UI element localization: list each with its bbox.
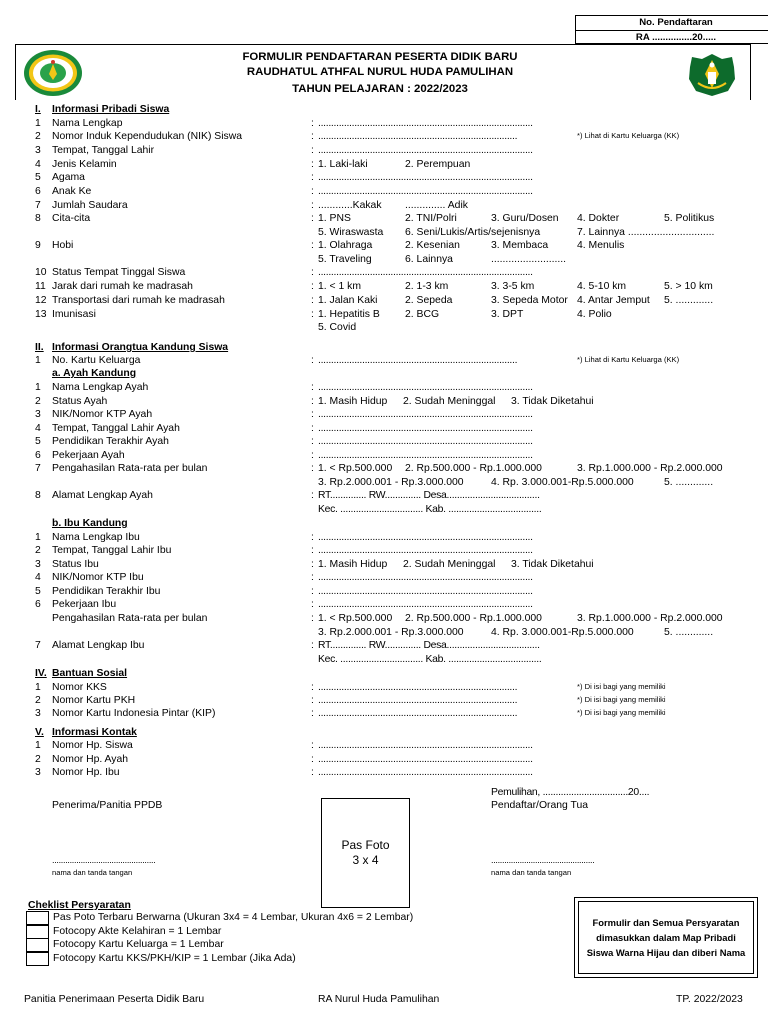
contact-row-2-label: Nomor Hp. Ayah: [52, 754, 129, 765]
contact-row-3-label: Nomor Hp. Ibu: [52, 767, 120, 778]
receiver-signature-caption: nama dan tanda tangan: [52, 868, 133, 877]
transport-option-3[interactable]: 3. Sepeda Motor: [491, 295, 568, 306]
father-row-2-label: Status Ayah: [52, 396, 108, 407]
checklist-checkbox-3[interactable]: [26, 938, 49, 952]
birth-place-date-field[interactable]: ...................................................................................: [318, 145, 533, 156]
personal-row-7-colon: :: [311, 200, 314, 211]
hobby-option-1[interactable]: 1. Olahraga: [318, 240, 373, 251]
goal-option-7[interactable]: 6. Seni/Lukis/Artis/sejenisnya: [405, 227, 541, 238]
father-row-1-label: Nama Lengkap Ayah: [52, 382, 149, 393]
transport-option-1[interactable]: 1. Jalan Kaki: [318, 295, 378, 306]
personal-row-3-colon: :: [311, 145, 314, 156]
mother-income-4[interactable]: 3. Rp.2.000.001 - Rp.3.000.000: [318, 627, 464, 638]
personal-row-8-number: 8: [35, 213, 41, 224]
personal-row-10-number: 10: [35, 267, 47, 278]
mother-income-5[interactable]: 4. Rp. 3.000.001-Rp.5.000.000: [491, 627, 634, 638]
father-row-4-colon: :: [311, 423, 314, 434]
personal-row-6-colon: :: [311, 186, 314, 197]
place-date-field[interactable]: Pemulihan, .................................20....: [491, 787, 650, 798]
father-birth-field[interactable]: ...................................................................................: [318, 423, 533, 434]
contact-row-1-label: Nomor Hp. Siswa: [52, 740, 133, 751]
mother-row-6-number: 6: [35, 599, 41, 610]
father-income-4[interactable]: 3. Rp.2.000.001 - Rp.3.000.000: [318, 477, 464, 488]
contact-phone-1-field[interactable]: ...................................................................................: [318, 740, 533, 751]
aid-row-2-number: 2: [35, 695, 41, 706]
checklist-title: Cheklist Persyaratan: [28, 900, 131, 911]
personal-row-5-number: 5: [35, 172, 41, 183]
father-row-1-colon: :: [311, 382, 314, 393]
hobby-option-3[interactable]: 3. Membaca: [491, 240, 549, 251]
footer-committee: Panitia Penerimaan Peserta Didik Baru: [24, 994, 205, 1005]
personal-row-9-colon: :: [311, 240, 314, 251]
siblings-younger[interactable]: .............. Adik: [405, 200, 468, 211]
father-row-5-number: 5: [35, 436, 41, 447]
mother-row-7-label: Pengahasilan Rata-rata per bulan: [52, 613, 208, 624]
mother-status-alive[interactable]: 1. Masih Hidup: [318, 559, 388, 570]
father-subtitle: a. Ayah Kandung: [52, 368, 137, 379]
aid-card-2-field[interactable]: .............................................................................: [318, 695, 518, 706]
mother-occupation-field[interactable]: ...................................................................................: [318, 599, 533, 610]
father-row-8-number: 8: [35, 490, 41, 501]
personal-row-6-label: Anak Ke: [52, 186, 92, 197]
father-address-line2[interactable]: Kec. ................................ Kab. ....................................: [318, 504, 542, 515]
mother-address-line2[interactable]: Kec. ................................ Kab. ....................................: [318, 654, 542, 665]
immunization-option-1[interactable]: 1. Hepatitis B: [318, 309, 380, 320]
residence-status-field[interactable]: ...................................................................................: [318, 267, 533, 278]
contact-phone-2-field[interactable]: ...................................................................................: [318, 754, 533, 765]
contact-row-3-number: 3: [35, 767, 41, 778]
personal-row-4-label: Jenis Kelamin: [52, 159, 117, 170]
kk-number-index: 1: [35, 355, 41, 366]
mother-row-5-number: 5: [35, 586, 41, 597]
personal-row-2-colon: :: [311, 131, 314, 142]
aid-row-2-label: Nomor Kartu PKH: [52, 695, 136, 706]
personal-row-11-label: Jarak dari rumah ke madrasah: [52, 281, 193, 292]
father-row-7-number: 7: [35, 463, 41, 474]
checklist-checkbox-4[interactable]: [26, 952, 49, 966]
father-row-4-number: 4: [35, 423, 41, 434]
aid-row-3-number: 3: [35, 708, 41, 719]
father-income-1[interactable]: 1. < Rp.500.000: [318, 463, 393, 474]
hobby-option-5[interactable]: 5. Traveling: [318, 254, 372, 265]
father-row-6-label: Pekerjaan Ayah: [52, 450, 125, 461]
father-row-1-number: 1: [35, 382, 41, 393]
nik-note: *) Lihat di Kartu Keluarga (KK): [577, 131, 680, 140]
father-address-line1[interactable]: RT.............. RW.............. Desa....................................: [318, 490, 540, 501]
section5-number: V.: [35, 727, 44, 738]
father-status-unknown[interactable]: 3. Tidak Diketahui: [511, 396, 594, 407]
aid-row-1-colon: :: [311, 682, 314, 693]
mother-status-unknown[interactable]: 3. Tidak Diketahui: [511, 559, 594, 570]
mother-row-8-number: 7: [35, 640, 41, 651]
father-nik-field[interactable]: ...................................................................................: [318, 409, 533, 420]
father-row-8-colon: :: [311, 490, 314, 501]
mother-row-3-label: Status Ibu: [52, 559, 99, 570]
personal-row-1-number: 1: [35, 118, 41, 129]
mother-row-3-number: 3: [35, 559, 41, 570]
father-income-5[interactable]: 4. Rp. 3.000.001-Rp.5.000.000: [491, 477, 634, 488]
father-row-6-colon: :: [311, 450, 314, 461]
personal-row-5-colon: :: [311, 172, 314, 183]
father-row-7-colon: :: [311, 463, 314, 474]
section2-title: Informasi Orangtua Kandung Siswa: [52, 342, 229, 353]
father-row-5-colon: :: [311, 436, 314, 447]
distance-option-1[interactable]: 1. < 1 km: [318, 281, 362, 292]
checklist-item-1: Pas Poto Terbaru Berwarna (Ukuran 3x4 = 4 Lembar, Ukuran 4x6 = 2 Lembar): [53, 912, 414, 923]
father-row-5-label: Pendidikan Terakhir Ayah: [52, 436, 169, 447]
personal-row-3-label: Tempat, Tanggal Lahir: [52, 145, 155, 156]
personal-row-13-colon: :: [311, 309, 314, 320]
gender-option-female[interactable]: 2. Perempuan: [405, 159, 471, 170]
registration-number-box: [575, 15, 768, 44]
aid-row-3-label: Nomor Kartu Indonesia Pintar (KIP): [52, 708, 216, 719]
section1-number: I.: [35, 104, 41, 115]
personal-row-1-colon: :: [311, 118, 314, 129]
hobby-option-2[interactable]: 2. Kesenian: [405, 240, 460, 251]
father-income-6[interactable]: 5. .............: [664, 477, 714, 488]
father-row-6-number: 6: [35, 450, 41, 461]
mother-row-3-colon: :: [311, 559, 314, 570]
mother-row-1-number: 1: [35, 532, 41, 543]
school-name: RAUDHATUL ATHFAL NURUL HUDA PAMULIHAN: [246, 66, 514, 78]
personal-row-12-label: Transportasi dari rumah ke madrasah: [52, 295, 225, 306]
father-education-field[interactable]: ...................................................................................: [318, 436, 533, 447]
goal-option-6[interactable]: 5. Wiraswasta: [318, 227, 384, 238]
personal-row-10-colon: :: [311, 267, 314, 278]
mother-education-field[interactable]: ...................................................................................: [318, 586, 533, 597]
mother-address-line1[interactable]: RT.............. RW.............. Desa....................................: [318, 640, 540, 651]
contact-row-3-colon: :: [311, 767, 314, 778]
checklist-item-4: Fotocopy Kartu KKS/PKH/KIP = 1 Lembar (Jika Ada): [53, 953, 296, 964]
section2-number: II.: [35, 342, 44, 353]
mother-row-6-colon: :: [311, 599, 314, 610]
personal-row-8-colon: :: [311, 213, 314, 224]
gender-option-male[interactable]: 1. Laki-laki: [318, 159, 368, 170]
aid-row-3-colon: :: [311, 708, 314, 719]
mother-row-1-colon: :: [311, 532, 314, 543]
kk-number-label: No. Kartu Keluarga: [52, 355, 141, 366]
mother-row-8-colon: :: [311, 640, 314, 651]
footer-year: TP. 2022/2023: [676, 994, 743, 1005]
kk-number-field[interactable]: .............................................................................: [318, 355, 518, 366]
siblings-older[interactable]: ............Kakak: [318, 200, 382, 211]
hobby-option-6[interactable]: 6. Lainnya: [405, 254, 453, 265]
mother-nik-field[interactable]: ...................................................................................: [318, 572, 533, 583]
requirements-notice: Formulir dan Semua Persyaratan dimasukkan dalam Map Pribadi Siswa Warna Hijau dan diberi Nama: [578, 901, 754, 974]
mother-row-4-label: NIK/Nomor KTP Ibu: [52, 572, 144, 583]
father-status-alive[interactable]: 1. Masih Hidup: [318, 396, 388, 407]
aid-row-2-colon: :: [311, 695, 314, 706]
academic-year: TAHUN PELAJARAN : 2022/2023: [292, 83, 468, 95]
contact-row-2-number: 2: [35, 754, 41, 765]
full-name-field[interactable]: ...................................................................................: [318, 118, 533, 129]
mother-row-4-number: 4: [35, 572, 41, 583]
personal-row-4-number: 4: [35, 159, 41, 170]
father-row-2-colon: :: [311, 396, 314, 407]
photo-label: Pas Foto: [341, 838, 390, 852]
personal-row-3-number: 3: [35, 145, 41, 156]
personal-row-7-label: Jumlah Saudara: [52, 200, 128, 211]
registrant-label: Pendaftar/Orang Tua: [491, 800, 589, 811]
aid-card-3-field[interactable]: .............................................................................: [318, 708, 518, 719]
personal-row-1-label: Nama Lengkap: [52, 118, 123, 129]
receiver-label: Penerima/Panitia PPDB: [52, 800, 163, 811]
contact-row-2-colon: :: [311, 754, 314, 765]
father-row-7-label: Pengahasilan Rata-rata per bulan: [52, 463, 208, 474]
mother-row-1-label: Nama Lengkap Ibu: [52, 532, 140, 543]
contact-row-1-colon: :: [311, 740, 314, 751]
personal-row-12-colon: :: [311, 295, 314, 306]
father-income-2[interactable]: 2. Rp.500.000 - Rp.1.000.000: [405, 463, 542, 474]
checklist-checkbox-2[interactable]: [26, 925, 49, 939]
registration-label: No. Pendaftaran: [639, 17, 713, 29]
aid-card-1-field[interactable]: .............................................................................: [318, 682, 518, 693]
personal-row-11-number: 11: [35, 281, 46, 292]
mother-row-7-colon: :: [311, 613, 314, 624]
personal-row-6-number: 6: [35, 186, 41, 197]
transport-option-4[interactable]: 4. Antar Jemput: [577, 295, 650, 306]
registration-value: RA ...............20.....: [576, 30, 768, 44]
goal-option-1[interactable]: 1. PNS: [318, 213, 351, 224]
goal-option-3[interactable]: 3. Guru/Dosen: [491, 213, 559, 224]
registrant-signature-caption: nama dan tanda tangan: [491, 868, 572, 877]
checklist-checkbox-1[interactable]: [26, 911, 49, 925]
personal-row-2-label: Nomor Induk Kependudukan (NIK) Siswa: [52, 131, 243, 142]
father-income-3[interactable]: 3. Rp.1.000.000 - Rp.2.000.000: [577, 463, 723, 474]
transport-option-5[interactable]: 5. .............: [664, 295, 714, 306]
personal-row-8-label: Cita-cita: [52, 213, 91, 224]
aid-note-3: *) Di isi bagi yang memiliki: [577, 708, 666, 717]
father-occupation-field[interactable]: ...................................................................................: [318, 450, 533, 461]
section4-number: IV.: [35, 668, 47, 679]
father-row-3-label: NIK/Nomor KTP Ayah: [52, 409, 153, 420]
father-status-deceased[interactable]: 2. Sudah Meninggal: [403, 396, 496, 407]
religion-field[interactable]: ...................................................................................: [318, 172, 533, 183]
father-row-4-label: Tempat, Tanggal Lahir Ayah: [52, 423, 180, 434]
mother-income-1[interactable]: 1. < Rp.500.000: [318, 613, 393, 624]
checklist-item-2: Fotocopy Akte Kelahiran = 1 Lembar: [53, 926, 222, 937]
hobby-option-4[interactable]: 4. Menulis: [577, 240, 625, 251]
form-title: FORMULIR PENDAFTARAN PESERTA DIDIK BARU: [242, 51, 518, 63]
distance-option-3[interactable]: 3. 3-5 km: [491, 281, 535, 292]
section1-title: Informasi Pribadi Siswa: [52, 104, 170, 115]
personal-row-10-label: Status Tempat Tinggal Siswa: [52, 267, 186, 278]
father-row-3-number: 3: [35, 409, 41, 420]
immunization-option-4[interactable]: 4. Polio: [577, 309, 612, 320]
contact-phone-3-field[interactable]: ...................................................................................: [318, 767, 533, 778]
receiver-signature-line[interactable]: ...............................................: [52, 855, 156, 865]
transport-option-2[interactable]: 2. Sepeda: [405, 295, 453, 306]
mother-income-3[interactable]: 3. Rp.1.000.000 - Rp.2.000.000: [577, 613, 723, 624]
personal-row-12-number: 12: [35, 295, 47, 306]
aid-row-1-number: 1: [35, 682, 41, 693]
personal-row-13-label: Imunisasi: [52, 309, 96, 320]
mother-name-field[interactable]: ...................................................................................: [318, 532, 533, 543]
nik-field[interactable]: .............................................................................: [318, 131, 518, 142]
mother-status-deceased[interactable]: 2. Sudah Meninggal: [403, 559, 496, 570]
mother-subtitle: b. Ibu Kandung: [52, 518, 128, 529]
distance-option-5[interactable]: 5. > 10 km: [664, 281, 713, 292]
mother-income-2[interactable]: 2. Rp.500.000 - Rp.1.000.000: [405, 613, 542, 624]
immunization-option-5[interactable]: 5. Covid: [318, 322, 357, 333]
goal-option-5[interactable]: 5. Politikus: [664, 213, 715, 224]
mother-income-6[interactable]: 5. .............: [664, 627, 714, 638]
mother-row-5-label: Pendidikan Terakhir Ibu: [52, 586, 161, 597]
mother-row-2-label: Tempat, Tanggal Lahir Ibu: [52, 545, 172, 556]
footer-school: RA Nurul Huda Pamulihan: [318, 994, 440, 1005]
immunization-option-2[interactable]: 2. BCG: [405, 309, 440, 320]
personal-row-13-number: 13: [35, 309, 47, 320]
contact-row-1-number: 1: [35, 740, 41, 751]
personal-row-9-label: Hobi: [52, 240, 74, 251]
personal-row-7-number: 7: [35, 200, 41, 211]
personal-row-4-colon: :: [311, 159, 314, 170]
mother-row-4-colon: :: [311, 572, 314, 583]
section4-title: Bantuan Sosial: [52, 668, 128, 679]
mother-row-6-label: Pekerjaan Ibu: [52, 599, 117, 610]
registrant-signature-line[interactable]: ...............................................: [491, 855, 595, 865]
mother-row-2-colon: :: [311, 545, 314, 556]
kk-note: *) Lihat di Kartu Keluarga (KK): [577, 355, 680, 364]
child-order-field[interactable]: ...................................................................................: [318, 186, 533, 197]
personal-row-5-label: Agama: [52, 172, 85, 183]
aid-note-2: *) Di isi bagi yang memiliki: [577, 695, 666, 704]
mother-row-2-number: 2: [35, 545, 41, 556]
father-row-3-colon: :: [311, 409, 314, 420]
mother-row-5-colon: :: [311, 586, 314, 597]
distance-option-2[interactable]: 2. 1-3 km: [405, 281, 449, 292]
distance-option-4[interactable]: 4. 5-10 km: [577, 281, 627, 292]
goal-option-2[interactable]: 2. TNI/Polri: [405, 213, 457, 224]
personal-row-11-colon: :: [311, 281, 314, 292]
aid-note-1: *) Di isi bagi yang memiliki: [577, 682, 666, 691]
aid-row-1-label: Nomor KKS: [52, 682, 107, 693]
father-name-field[interactable]: ...................................................................................: [318, 382, 533, 393]
goal-option-8[interactable]: 7. Lainnya ..............................: [577, 227, 715, 238]
photo-box: [321, 798, 410, 908]
checklist-item-3: Fotocopy Kartu Keluarga = 1 Lembar: [53, 939, 224, 950]
mother-birth-field[interactable]: ...................................................................................: [318, 545, 533, 556]
section5-title: Informasi Kontak: [52, 727, 137, 738]
hobby-other-field[interactable]: ..........................: [491, 254, 567, 265]
personal-row-9-number: 9: [35, 240, 41, 251]
goal-option-4[interactable]: 4. Dokter: [577, 213, 620, 224]
requirements-notice-box: [574, 897, 758, 978]
photo-size: 3 x 4: [352, 853, 379, 867]
personal-row-2-number: 2: [35, 131, 41, 142]
immunization-option-3[interactable]: 3. DPT: [491, 309, 524, 320]
mother-row-8-label: Alamat Lengkap Ibu: [52, 640, 145, 651]
father-row-2-number: 2: [35, 396, 41, 407]
father-row-8-label: Alamat Lengkap Ayah: [52, 490, 153, 501]
kk-number-colon: :: [311, 355, 314, 366]
